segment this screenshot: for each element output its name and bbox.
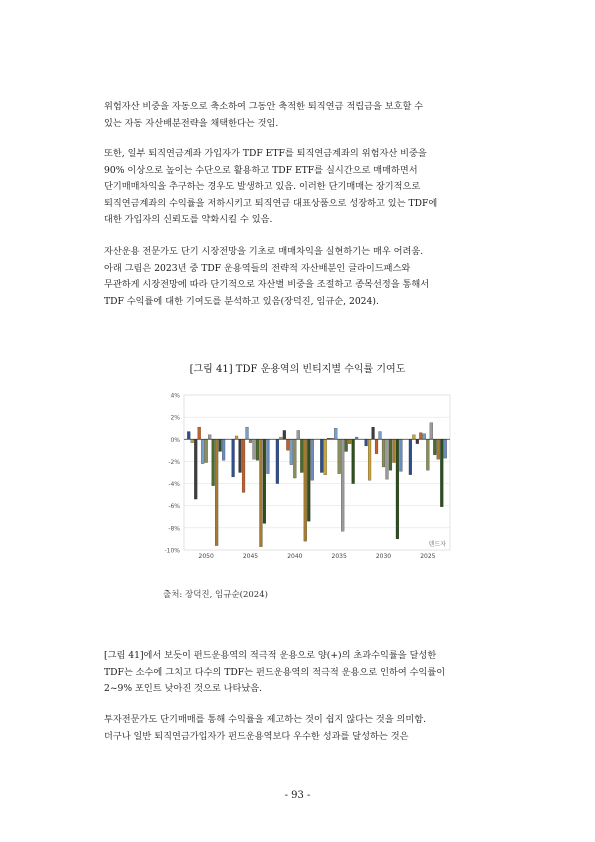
bar-2040-8 [304, 439, 307, 541]
bar-2040-4 [290, 439, 293, 464]
paragraph-line: 더구나 일반 퇴직연금가입자가 펀드운용역보다 우수한 성과를 달성하는 것은 [104, 730, 409, 742]
paragraph-line: 2~9% 포인트 낮아진 것으로 나타났음. [104, 683, 263, 694]
bar-2025-0 [409, 439, 412, 474]
bar-2045-9 [263, 439, 266, 523]
bar-2045-6 [253, 439, 256, 459]
paragraph-line: TDF 수익률에 대한 기여도를 분석하고 있음(장덕진, 임규순, 2024). [104, 295, 379, 307]
bar-2045-5 [249, 439, 252, 442]
bar-2035-8 [348, 439, 351, 443]
bar-2040-5 [293, 439, 296, 478]
bar-2050-8 [215, 439, 218, 545]
bar-2050-7 [212, 439, 215, 486]
paragraph-line: [그림 41]에서 보듯이 펀드운용역의 적극적 운용으로 양(+)의 초과수익률을 달성한 [104, 650, 437, 661]
bar-2040-9 [307, 439, 310, 521]
y-tick-label: -8% [168, 525, 180, 533]
bar-2040-0 [276, 439, 279, 483]
bar-2045-8 [260, 439, 263, 546]
bar-2035-5 [338, 439, 341, 473]
bar-2025-9 [440, 439, 443, 507]
body-paragraph-1 [104, 99, 514, 132]
y-tick-label: -2% [168, 458, 180, 466]
bar-2045-7 [256, 439, 259, 460]
bar-2025-10 [444, 439, 447, 458]
bar-2045-4 [246, 427, 249, 439]
bar-2045-10 [266, 439, 269, 473]
bar-2050-1 [191, 439, 194, 442]
y-tick-label: -10% [164, 547, 180, 555]
bar-2030-3 [375, 439, 378, 453]
page-number: - 93 - [284, 790, 311, 801]
bar-2025-7 [433, 439, 436, 455]
x-tick-label: 2050 [198, 553, 214, 560]
y-tick-label: 2% [170, 414, 180, 422]
y-tick-label: 0% [170, 436, 180, 444]
bar-2030-9 [396, 439, 399, 539]
bar-2045-1 [235, 436, 238, 439]
bar-2035-6 [341, 439, 344, 531]
paragraph-line: 아래 그림은 2023년 중 TDF 운용역들의 전략적 자산배분인 글라이드패스와 [104, 262, 411, 274]
bar-2025-1 [412, 435, 415, 439]
x-tick-label: 2030 [375, 553, 392, 560]
paragraph-line: 또한, 일부 퇴직연금계좌 가입자가 TDF ETF를 퇴직연금계좌의 위험자산 비중을 [104, 148, 427, 159]
x-tick-label: 2025 [420, 553, 436, 560]
bar-2050-5 [205, 439, 208, 462]
bar-2045-0 [232, 439, 235, 477]
bar-2045-2 [239, 439, 242, 472]
figure-source: 출처: 장덕진, 임규순(2024) [163, 590, 268, 600]
bar-2025-4 [423, 434, 426, 440]
y-tick-label: -6% [168, 503, 180, 511]
bar-2050-9 [219, 439, 222, 451]
x-tick-label: 2035 [331, 553, 347, 560]
figure-title: [그림 41] TDF 운용역의 빈티지별 수익률 기여도 [189, 364, 406, 375]
body-paragraph-2 [104, 146, 514, 229]
bar-2030-8 [393, 439, 396, 462]
bar-2025-5 [426, 439, 429, 470]
paragraph-line: 있는 자동 자산배분전략을 채택한다는 것임. [104, 117, 279, 129]
bar-2025-6 [430, 423, 433, 440]
bar-2030-6 [386, 439, 389, 479]
bar-2050-4 [201, 439, 204, 463]
chart-watermark: 덴드자 [428, 541, 446, 548]
paragraph-line: 90% 이상으로 높이는 수단으로 활용하고 TDF ETF를 실시간으로 매매하면서 [104, 164, 418, 176]
bar-2035-9 [352, 439, 355, 483]
bar-2040-2 [283, 430, 286, 439]
paragraph-line: 자산운용 전문가도 단기 시장전망을 기초로 매매차익을 실현하기는 매우 어려움. [104, 246, 424, 257]
bar-2030-2 [372, 427, 375, 439]
y-tick-label: -4% [168, 481, 180, 489]
paragraph-line: 퇴직연금계좌의 수익률을 저하시키고 퇴직연금 대표상품으로 성장하고 있는 TDF에 [104, 197, 438, 209]
paragraph-line: 대한 가입자의 신뢰도를 약화시킬 수 있음. [104, 214, 273, 225]
bar-2040-3 [286, 439, 289, 450]
x-tick-label: 2040 [287, 553, 303, 560]
bar-2050-6 [208, 435, 211, 439]
paragraph-line: 단기매매차익을 추구하는 경우도 발생하고 있음. 이러한 단기매매는 장기적으로 [104, 181, 421, 192]
bar-2035-7 [345, 439, 348, 451]
bar-2040-6 [297, 430, 300, 439]
bar-2040-10 [311, 439, 314, 480]
x-tick-label: 2045 [242, 553, 259, 560]
bar-2030-5 [382, 439, 385, 467]
y-tick-label: 4% [170, 392, 180, 400]
bar-2050-2 [194, 439, 197, 499]
bar-2035-0 [320, 439, 323, 472]
bar-2045-3 [242, 439, 245, 492]
body-paragraph-5 [104, 712, 514, 745]
paragraph-line: 무관하게 시장전망에 따라 단기적으로 자산별 비중을 조절하고 종목선정을 통해서 [104, 279, 430, 290]
bar-2025-8 [437, 439, 440, 459]
bar-2040-7 [300, 439, 303, 472]
bar-2030-1 [368, 439, 371, 480]
body-paragraph-4 [104, 648, 514, 698]
bar-2035-1 [324, 439, 327, 474]
bar-2030-4 [379, 432, 382, 440]
bar-2035-4 [334, 428, 337, 439]
bar-2030-0 [365, 439, 368, 446]
bar-2025-3 [419, 433, 422, 440]
bar-2050-0 [187, 432, 190, 440]
bar-2050-3 [198, 427, 201, 439]
body-paragraph-3 [104, 244, 514, 310]
bar-2030-7 [389, 439, 392, 470]
bar-2025-2 [416, 439, 419, 443]
paragraph-line: 투자전문가도 단기매매를 통해 수익률을 제고하는 것이 쉽지 않다는 것을 의미함. [104, 714, 427, 725]
bar-2030-10 [399, 439, 402, 471]
bar-2050-10 [222, 439, 225, 460]
paragraph-line: TDF는 소수에 그치고 다수의 TDF는 펀드운용역의 적극적 운용으로 인하여 수익률이 [104, 666, 446, 678]
paragraph-line: 위험자산 비중을 자동으로 축소하여 그동안 축적한 퇴직연금 적립금을 보호할 수 [104, 101, 424, 112]
contribution-bar-chart [160, 385, 455, 565]
